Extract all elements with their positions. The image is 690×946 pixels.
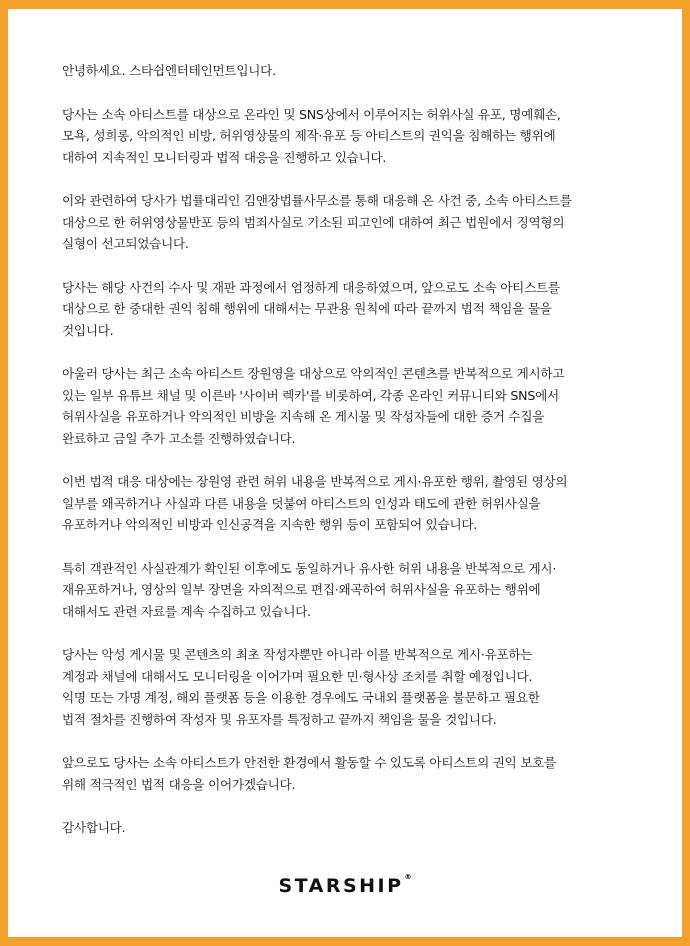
paragraph-1 bbox=[62, 104, 652, 169]
greeting-paragraph bbox=[62, 60, 652, 82]
paragraph-line: 특히 객관적인 사실관계가 확인된 이후에도 동일하거나 유사한 허위 내용을 반복적으로 게시· bbox=[62, 560, 557, 576]
paragraph-4 bbox=[62, 363, 652, 449]
paragraph-line: 당사는 악성 게시물 및 콘텐츠의 최초 작성자뿐만 아니라 이를 반복적으로 게시·유포하는 bbox=[62, 647, 533, 662]
paragraph-line: 모욕, 성희롱, 악의적인 비방, 허위영상물의 제작·유포 등 아티스트의 권익을 침해하는 행위에 bbox=[62, 128, 556, 143]
paragraph-2 bbox=[62, 190, 652, 255]
closing-line: 감사합니다. bbox=[62, 820, 126, 835]
paragraph-8 bbox=[62, 752, 652, 795]
paragraph-line: 이와 관련하여 당사가 법률대리인 김앤장법률사무소를 통해 대응해 온 사건 중, 소속 아티스트를 bbox=[62, 193, 572, 208]
paragraph-line: 계정과 채널에 대해서도 모니터링을 이어가며 필요한 민·형사상 조치를 취할 예정입니다. bbox=[62, 668, 533, 684]
paragraph-line: 당사는 해당 사건의 수사 및 재판 과정에서 엄정하게 대응하였으며, 앞으로도 소속 아티스트를 bbox=[62, 279, 560, 295]
paragraph-line: 당사는 소속 아티스트를 대상으로 온라인 및 SNS상에서 이루어지는 허위사실 유포, 명예훼손, bbox=[62, 106, 561, 122]
registered-mark: ® bbox=[404, 873, 412, 881]
paragraph-line: 실형이 선고되었습니다. bbox=[62, 236, 189, 251]
starship-logo bbox=[8, 875, 682, 897]
paragraph-line: 대하여 지속적인 모니터링과 법적 대응을 진행하고 있습니다. bbox=[62, 149, 387, 165]
paragraph-line: 대상으로 한 중대한 권익 침해 행위에 대해서는 무관용 원칙에 따라 끝까지 법적 책임을 물을 bbox=[62, 301, 552, 316]
paragraph-line: 아울러 당사는 최근 소속 아티스트 장원영을 대상으로 악의적인 콘텐츠를 반복적으로 게시하고 bbox=[62, 366, 565, 381]
paragraph-line: 있는 일부 유튜브 채널 및 이른바 '사이버 렉카'를 비롯하여, 각종 온라인 커뮤니티와 SNS에서 bbox=[62, 387, 559, 403]
paragraph-line: 것입니다. bbox=[62, 322, 114, 338]
greeting-line: 안녕하세요. 스타쉽엔터테인먼트입니다. bbox=[62, 63, 276, 78]
paragraph-line: 완료하고 금일 추가 고소를 진행하였습니다. bbox=[62, 430, 296, 446]
paragraph-5 bbox=[62, 471, 652, 536]
paragraph-line: 재유포하거나, 영상의 일부 장면을 자의적으로 편집·왜곡하여 허위사실을 유포하는 행위에 bbox=[62, 582, 541, 597]
paragraph-line: 대상으로 한 허위영상물반포 등의 범죄사실로 기소된 피고인에 대하여 최근 법원에서 징역형의 bbox=[62, 214, 565, 230]
paragraph-line: 익명 또는 가명 계정, 해외 플랫폼 등을 이용한 경우에도 국내외 플랫폼을 불문하고 필요한 bbox=[62, 690, 540, 705]
paragraph-line: 유포하거나 악의적인 비방과 인신공격을 지속한 행위 등이 포함되어 있습니다. bbox=[62, 517, 478, 532]
logo-text: STARSHIP bbox=[278, 875, 404, 897]
letter-page bbox=[8, 9, 682, 937]
paragraph-line: 위해 적극적인 법적 대응을 이어가겠습니다. bbox=[62, 776, 296, 792]
paragraph-line: 대해서도 관련 자료를 계속 수집하고 있습니다. bbox=[62, 603, 311, 619]
paragraph-6 bbox=[62, 558, 652, 623]
letter-body bbox=[62, 60, 652, 861]
paragraph-line: 앞으로도 당사는 소속 아티스트가 안전한 환경에서 활동할 수 있도록 아티스트의 권익 보호를 bbox=[62, 755, 557, 770]
paragraph-line: 허위사실을 유포하거나 악의적인 비방을 지속해 온 게시물 및 작성자들에 대한 증거 수집을 bbox=[62, 409, 545, 424]
paragraph-line: 일부를 왜곡하거나 사실과 다른 내용을 덧붙여 아티스트의 인성과 태도에 관한 허위사실을 bbox=[62, 495, 541, 511]
paragraph-line: 이번 법적 대응 대상에는 장원영 관련 허위 내용을 반복적으로 게시·유포한 행위, 촬영된 영상의 bbox=[62, 474, 568, 489]
paragraph-7 bbox=[62, 644, 652, 730]
paragraph-line: 법적 절차를 진행하여 작성자 및 유포자를 특정하고 끝까지 책임을 물을 것입니다. bbox=[62, 711, 497, 727]
closing-paragraph bbox=[62, 817, 652, 839]
paragraph-3 bbox=[62, 277, 652, 342]
